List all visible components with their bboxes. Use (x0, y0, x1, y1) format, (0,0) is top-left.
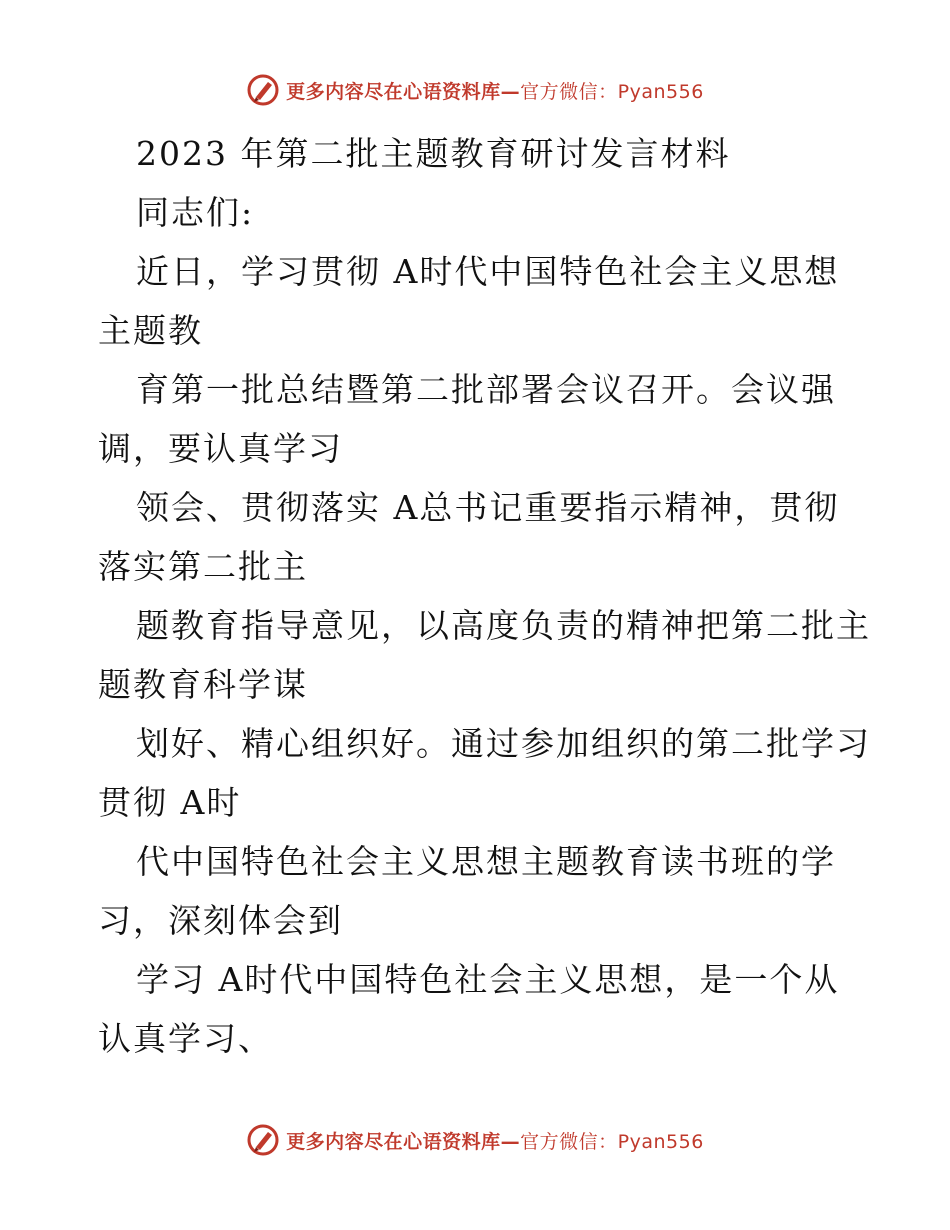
watermark-brand: 更多内容尽在心语资料库 (286, 1130, 501, 1153)
watermark-separator: — (500, 1130, 521, 1153)
text-line: 认真学习、 (98, 1019, 273, 1058)
text-line: 学习 A时代中国特色社会主义思想，是一个从 (136, 960, 840, 999)
text-line: 题教育科学谋 (98, 665, 308, 704)
watermark-wechat: 官方微信：Pyan556 (520, 80, 704, 103)
text-line: 领会、贯彻落实 A总书记重要指示精神，贯彻 (136, 488, 840, 527)
text-line: 贯彻 A时 (98, 783, 242, 822)
footer-watermark (0, 1120, 950, 1160)
watermark-separator: — (500, 80, 521, 103)
watermark-text (286, 77, 704, 104)
text-line: 育第一批总结暨第二批部署会议召开。会议强 (136, 370, 836, 409)
pen-logo-icon (246, 73, 280, 107)
text-line: 题教育指导意见，以高度负责的精神把第二批主 (136, 606, 871, 645)
text-line: 调，要认真学习 (98, 429, 343, 468)
header-watermark (0, 70, 950, 110)
text-line: 主题教 (98, 311, 203, 350)
watermark-brand: 更多内容尽在心语资料库 (286, 80, 501, 103)
text-line: 习，深刻体会到 (98, 901, 343, 940)
text-line: 同志们: (136, 193, 255, 232)
document-body (98, 124, 871, 1068)
text-line: 2023 年第二批主题教育研讨发言材料 (136, 134, 731, 173)
watermark-text (286, 1127, 704, 1154)
watermark-wechat: 官方微信：Pyan556 (520, 1130, 704, 1153)
text-line: 近日，学习贯彻 A时代中国特色社会主义思想 (136, 252, 840, 291)
text-line: 落实第二批主 (98, 547, 308, 586)
pen-logo-icon (246, 1123, 280, 1157)
text-line: 划好、精心组织好。通过参加组织的第二批学习 (136, 724, 871, 763)
text-line: 代中国特色社会主义思想主题教育读书班的学 (136, 842, 836, 881)
